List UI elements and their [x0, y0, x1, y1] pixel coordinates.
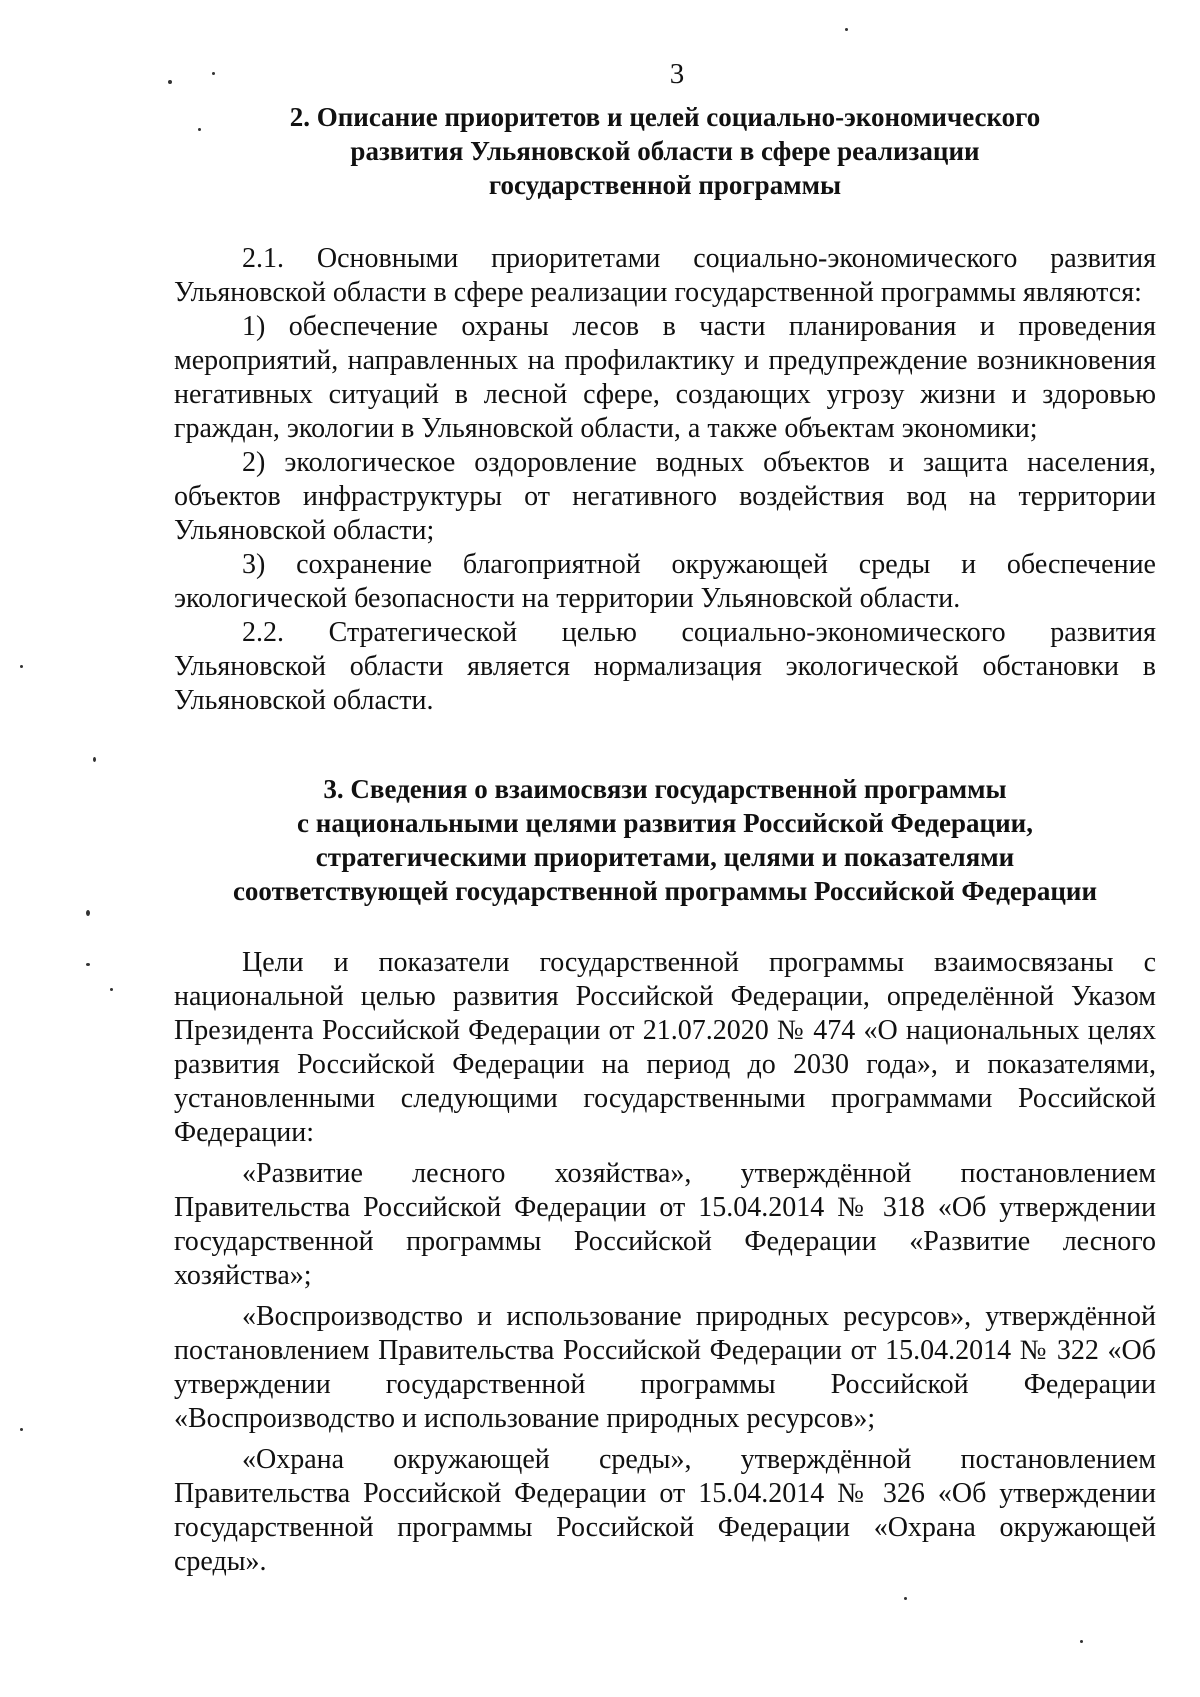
scan-speck — [86, 963, 90, 966]
page-number: 3 — [669, 58, 685, 90]
scan-speck — [212, 72, 215, 75]
program-environment: «Охрана окружающей среды», утверждённой постановлением Правительства Российской Федерации от 15.04.2014 № 326 «Об утверждении государственной программы Российской Федерации «Охрана окружающей среды». — [174, 1444, 1156, 1577]
section-2-body — [174, 242, 1156, 718]
scan-speck — [86, 910, 90, 916]
paragraph-2-1: 2.1. Основными приоритетами социально-экономического развития Ульяновской области в сфере реализации государственной программы являются: — [174, 243, 1156, 308]
goals-paragraph: Цели и показатели государственной программы взаимосвязаны с национальной целью развития Российской Федерации, определённой Указом Президента Российской Федерации от 21.07.2020 № 474 «О национальных целях развития Российской Федерации на период до 2030 года», и показателями, установленными следующими государственными программами Российской Федерации: — [174, 947, 1156, 1148]
scan-speck — [198, 128, 201, 131]
priority-item-2: 2) экологическое оздоровление водных объектов и защита населения, объектов инфраструктуры от негативного воздействия вод на территории Ульяновской области; — [174, 447, 1156, 546]
scan-speck — [904, 1597, 907, 1600]
heading-line: стратегическими приоритетами, целями и показателями — [315, 842, 1015, 872]
scan-speck — [20, 1428, 23, 1431]
scan-speck — [1080, 1640, 1083, 1643]
heading-line: с национальными целями развития Российской Федерации, — [297, 808, 1033, 838]
section-3-body — [174, 946, 1156, 1579]
heading-line: развития Ульяновской области в сфере реализации — [350, 136, 980, 166]
heading-line: 3. Сведения о взаимосвязи государственной программы — [323, 774, 1007, 804]
section-3-heading — [174, 772, 1156, 908]
program-natural-resources: «Воспроизводство и использование природных ресурсов», утверждённой постановлением Правительства Российской Федерации от 15.04.2014 № 322 «Об утверждении государственной программы Российской Федерации «Воспроизводство и использование природных ресурсов»; — [174, 1301, 1156, 1434]
program-forestry: «Развитие лесного хозяйства», утверждённой постановлением Правительства Российской Федерации от 15.04.2014 № 318 «Об утверждении государственной программы Российской Федерации «Развитие лесного хозяйства»; — [174, 1158, 1156, 1291]
heading-line: 2. Описание приоритетов и целей социально-экономического — [289, 102, 1041, 132]
document-page — [174, 56, 1156, 1579]
section-2-priorities — [174, 100, 1156, 718]
heading-line: государственной программы — [488, 170, 842, 200]
section-3-relations — [174, 772, 1156, 1579]
section-2-heading — [174, 100, 1156, 202]
priority-item-1: 1) обеспечение охраны лесов в части планирования и проведения мероприятий, направленных на профилактику и предупреждение возникновения негативных ситуаций в лесной сфере, создающих угрозу жизни и здоровью граждан, экологии в Ульяновской области, а также объектам экономики; — [174, 311, 1156, 444]
paragraph-2-2: 2.2. Стратегической целью социально-экономического развития Ульяновской области является нормализация экологической обстановки в Ульяновской области. — [174, 617, 1156, 716]
scan-speck — [20, 665, 23, 668]
heading-line: соответствующей государственной программы Российской Федерации — [232, 876, 1098, 906]
scan-speck — [110, 988, 113, 991]
scan-speck — [168, 80, 172, 84]
priority-item-3: 3) сохранение благоприятной окружающей среды и обеспечение экологической безопасности на территории Ульяновской области. — [174, 549, 1156, 614]
scan-speck — [845, 28, 848, 31]
scan-speck — [93, 757, 96, 762]
